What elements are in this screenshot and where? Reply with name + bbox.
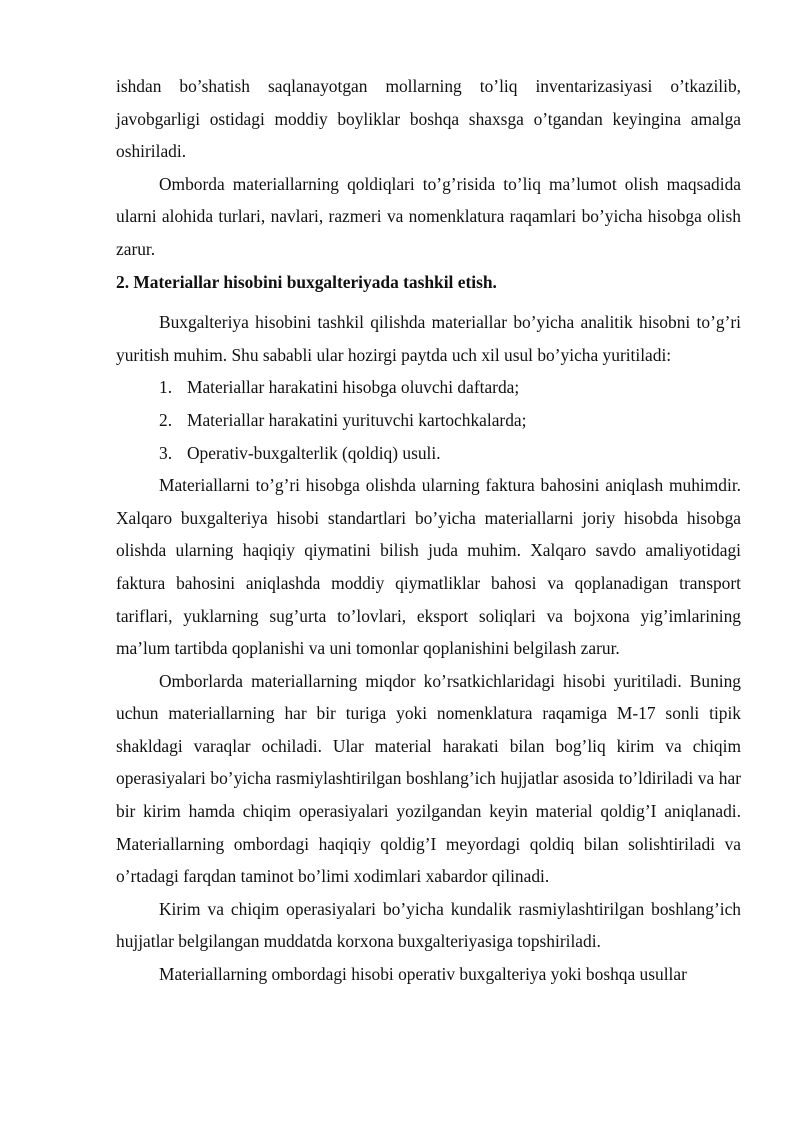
section-heading: 2. Materiallar hisobini buxgalteriyada tashkil etish. xyxy=(116,271,497,292)
paragraph-inventory-transfer: ishdan bo’shatish saqlanayotgan mollarning to’liq inventarizasiyasi o’tkazilib, javobgarligi ostidagi moddiy boyliklar boshqa shaxsga o’tgandan keyingina amalga oshiriladi. xyxy=(116,76,741,162)
list-item: 3. Operativ-buxgalterlik (qoldiq) usuli. xyxy=(159,442,441,463)
paragraph-analytical-accounting: Buxgalteriya hisobini tashkil qilishda materiallar bo’yicha analitik hisobni to’g’ri yuritish muhim. Shu sababli ular hozirgi paytda uch xil usul bo’yicha yuritiladi: xyxy=(116,312,741,365)
paragraph-warehouse-accounting: Omborlarda materiallarning miqdor ko’rsatkichlaridagi hisobi yuritiladi. Buning uchun materiallarning har bir turiga yoki nomenklatura raqamiga M-17 sonli tipik shakldagi varaqlar ochiladi. Ular material harakati bilan bog’liq kirim va chiqim operasiyalari bo’yicha rasmiylashtirilgan boshlang’ich hujjatlar asosida to’ldiriladi va har bir kirim hamda chiqim operasiyalari yozilgandan keyin material qoldig’I aniqlanadi. Materiallarning ombordagi haqiqiy qoldig’I meyordagi qoldiq bilan solishtiriladi va o’rtadagi farqdan taminot bo’limi xodimlari xabardor qilinadi. xyxy=(116,670,741,887)
paragraph-operative-accounting: Materiallarning ombordagi hisobi operativ buxgalteriya yoki boshqa usullar xyxy=(159,964,687,985)
paragraph-warehouse-balances: Omborda materiallarning qoldiqlari to’g’risida to’liq ma’lumot olish maqsadida ularni alohida turlari, navlari, razmeri va nomenklatura raqamlari bo’yicha hisobga olish zarur. xyxy=(116,173,741,259)
paragraph-invoice-price: Materiallarni to’g’ri hisobga olishda ularning faktura bahosini aniqlash muhimdir. Xalqaro buxgalteriya hisobi standartlari bo’yicha materiallarni joriy hisobda hisobga olishda ularning haqiqiy qiymatini bilish juda muhim. Xalqaro savdo amaliyotidagi faktura bahosini aniqlashda moddiy qiymatliklar bahosi va qoplanadigan transport tariflari, yuklarning sug’urta to’lovlari, eksport soliqlari va bojxona yig’imlarining ma’lum tartibda qoplanishi va uni tomonlar qoplanishini belgilash zarur. xyxy=(116,475,741,659)
paragraph-receipt-expense: Kirim va chiqim operasiyalari bo’yicha kundalik rasmiylashtirilgan boshlang’ich hujjatlar belgilangan muddatda korxona buxgalteriyasiga topshiriladi. xyxy=(116,898,741,952)
list-item: 2. Materiallar harakatini yurituvchi kartochkalarda; xyxy=(159,409,527,430)
document-page xyxy=(116,70,741,991)
methods-list xyxy=(116,371,741,469)
list-item: 1. Materiallar harakatini hisobga oluvchi daftarda; xyxy=(159,377,520,398)
